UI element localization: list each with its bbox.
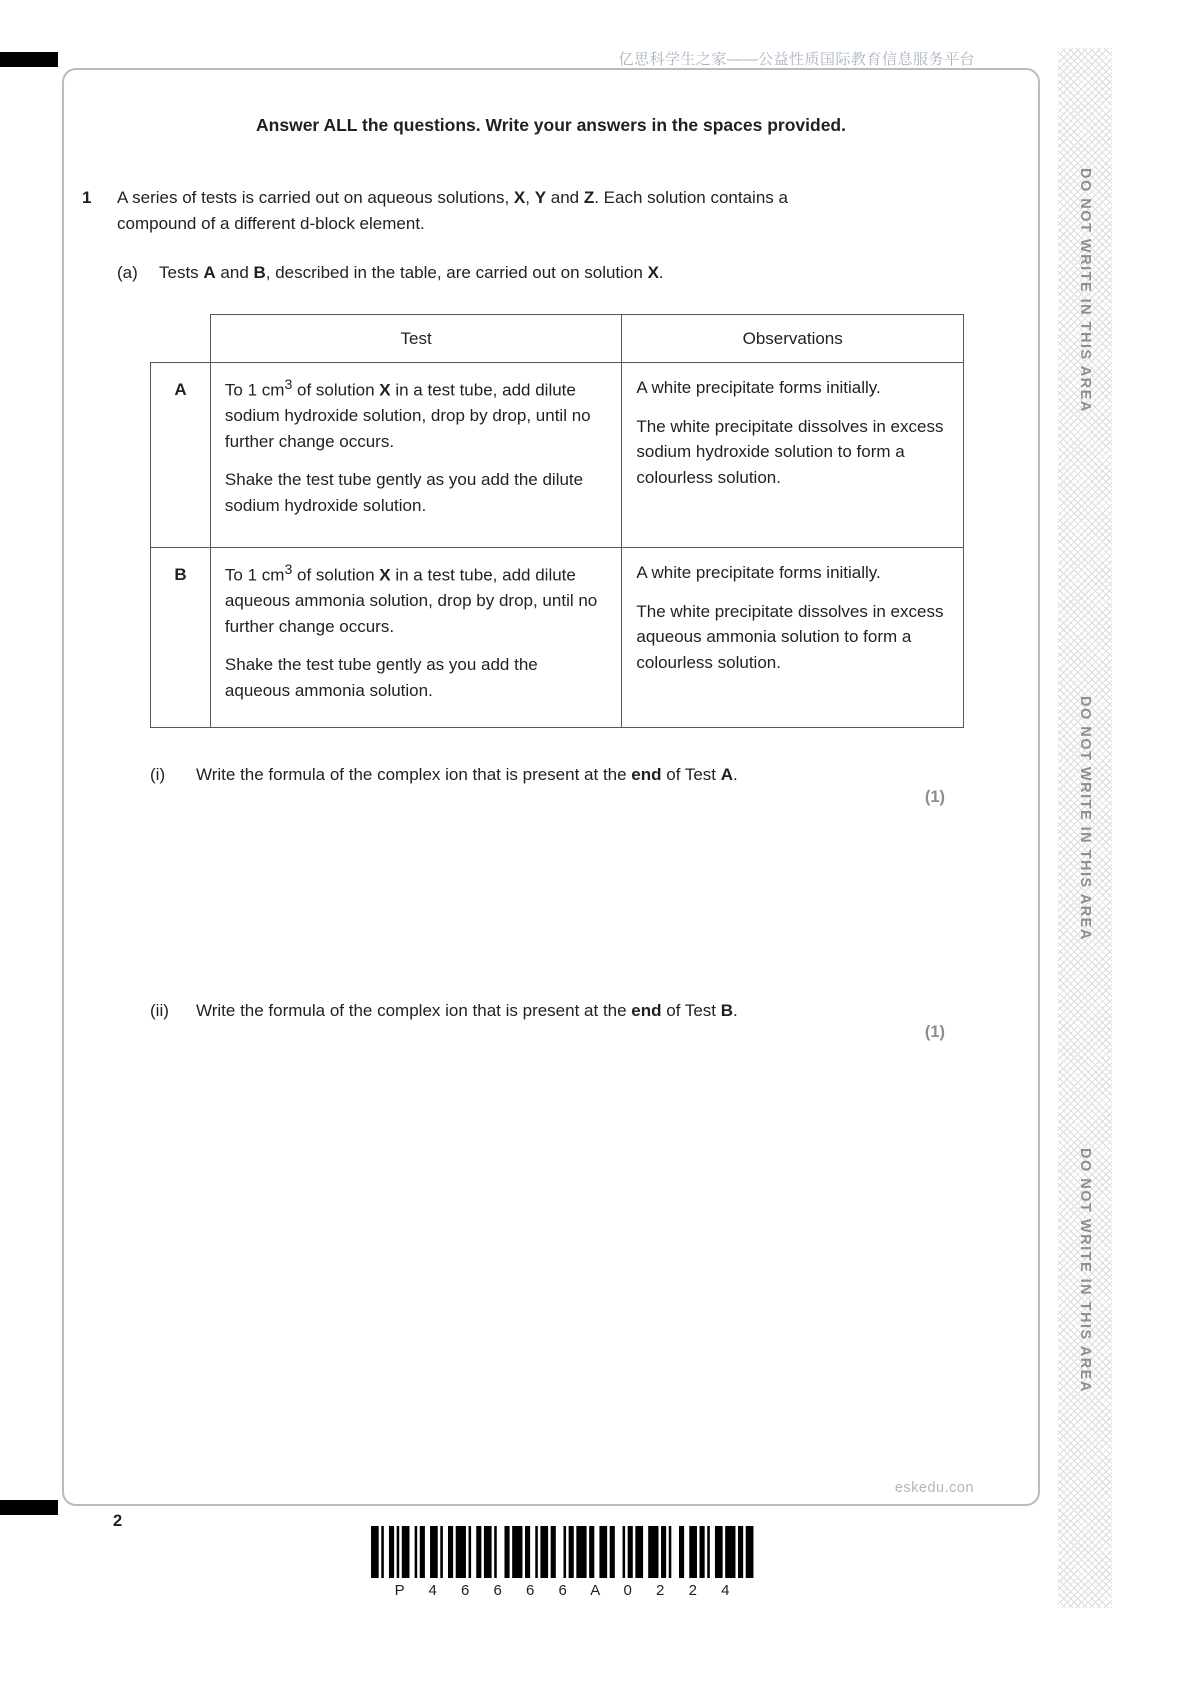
registration-mark-top xyxy=(0,52,58,67)
part-i-marks: (1) xyxy=(924,788,945,806)
answer-space-ii xyxy=(150,1055,980,1205)
do-not-write-text: DO NOT WRITE IN THIS AREA xyxy=(1077,1148,1093,1393)
text-segment: X xyxy=(379,380,391,400)
test-a-paragraph-2: Shake the test tube gently as you add the dilute sodium hydroxide solution. xyxy=(224,470,584,515)
text-segment: B xyxy=(253,263,266,282)
question-1 xyxy=(82,185,962,238)
text-segment: B xyxy=(720,1001,734,1020)
text-segment: X xyxy=(647,263,659,282)
instruction-heading: Answer ALL the questions. Write your answers in the spaces provided. xyxy=(256,115,846,135)
observations-b-paragraph-1: A white precipitate forms initially. xyxy=(636,563,881,582)
table-corner-cell xyxy=(151,315,211,363)
observations-a-paragraph-2: The white precipitate dissolves in excess sodium hydroxide solution to form a colourless solution. xyxy=(636,416,944,487)
text-segment: and xyxy=(215,263,254,282)
text-segment: of solution xyxy=(292,380,380,400)
barcode xyxy=(371,1526,756,1578)
do-not-write-text: DO NOT WRITE IN THIS AREA xyxy=(1077,696,1093,941)
text-segment: , described in the table, are carried out on solution xyxy=(265,263,648,282)
tests-table xyxy=(150,314,964,728)
text-segment: in a test tube, add dilute aqueous ammonia solution, drop by drop, until no further change occurs. xyxy=(224,565,598,636)
superscript: 3 xyxy=(284,377,293,393)
text-segment: To 1 cm xyxy=(224,565,285,585)
do-not-write-text: DO NOT WRITE IN THIS AREA xyxy=(1077,168,1093,413)
test-b-paragraph-2: Shake the test tube gently as you add the aqueous ammonia solution. xyxy=(224,655,538,700)
column-header-observations: Observations xyxy=(622,315,964,363)
text-segment: A series of tests is carried out on aqueous solutions, xyxy=(117,188,514,207)
text-segment: A xyxy=(720,765,734,784)
text-segment: Write the formula of the complex ion that is present at the xyxy=(196,1001,632,1020)
question-1-intro xyxy=(117,185,857,238)
observations-a-paragraph-1: A white precipitate forms initially. xyxy=(636,378,881,397)
text-segment: of Test xyxy=(661,765,721,784)
part-ii-text xyxy=(196,998,738,1024)
part-i xyxy=(150,762,980,788)
part-i-text xyxy=(196,762,738,788)
text-segment: A xyxy=(203,263,216,282)
column-header-test: Test xyxy=(210,315,621,363)
text-segment: . xyxy=(733,765,738,784)
table-row-b xyxy=(151,548,964,728)
registration-mark-bottom xyxy=(0,1500,58,1515)
test-a-cell xyxy=(210,363,621,548)
text-segment: . Each solution contains a compound of a different d-block element. xyxy=(117,188,788,234)
part-i-label: (i) xyxy=(150,765,166,784)
superscript: 3 xyxy=(284,562,293,578)
text-segment: Write the formula of the complex ion that is present at the xyxy=(196,765,632,784)
part-ii xyxy=(150,998,980,1024)
table-header-row xyxy=(151,315,964,363)
text-segment: , xyxy=(525,188,535,207)
text-segment: end xyxy=(631,1001,662,1020)
text-segment: of solution xyxy=(292,565,380,585)
row-label-b: B xyxy=(151,548,211,728)
text-segment: Tests xyxy=(159,263,204,282)
part-ii-label: (ii) xyxy=(150,1001,169,1020)
text-segment: . xyxy=(733,1001,738,1020)
part-a-text xyxy=(159,260,664,286)
text-segment: and xyxy=(546,188,584,207)
barcode-area xyxy=(368,1526,758,1599)
table-row-a xyxy=(151,363,964,548)
text-segment: . xyxy=(658,263,664,282)
text-segment: of Test xyxy=(661,1001,721,1020)
answer-space-i xyxy=(150,820,980,970)
part-a xyxy=(117,260,957,286)
text-segment: Z xyxy=(583,188,595,207)
test-a-paragraph-1 xyxy=(225,375,607,454)
bottom-watermark: eskedu.con xyxy=(894,1480,974,1496)
content-frame xyxy=(62,68,1040,1506)
observations-b-paragraph-2: The white precipitate dissolves in excess aqueous ammonia solution to form a colourless solution. xyxy=(636,601,944,672)
text-segment: To 1 cm xyxy=(224,380,285,400)
part-ii-marks: (1) xyxy=(924,1023,945,1041)
test-b-cell xyxy=(210,548,621,728)
text-segment: in a test tube, add dilute sodium hydroxide solution, drop by drop, until no further change occurs. xyxy=(224,380,591,451)
text-segment: X xyxy=(379,565,391,585)
observations-a-cell xyxy=(622,363,964,548)
test-b-paragraph-1 xyxy=(225,560,607,639)
do-not-write-strip xyxy=(1058,48,1112,1608)
text-segment: end xyxy=(631,765,662,784)
part-a-label: (a) xyxy=(117,263,138,282)
text-segment: Y xyxy=(534,188,547,207)
page-number: 2 xyxy=(113,1512,123,1530)
row-label-a: A xyxy=(151,363,211,548)
barcode-text: P 4 6 6 6 6 A 0 2 2 4 xyxy=(394,1582,732,1599)
top-watermark: 亿思科学生之家——公益性质国际教育信息服务平台 xyxy=(618,51,975,68)
text-segment: X xyxy=(513,188,526,207)
observations-b-cell xyxy=(622,548,964,728)
question-number: 1 xyxy=(82,188,92,207)
